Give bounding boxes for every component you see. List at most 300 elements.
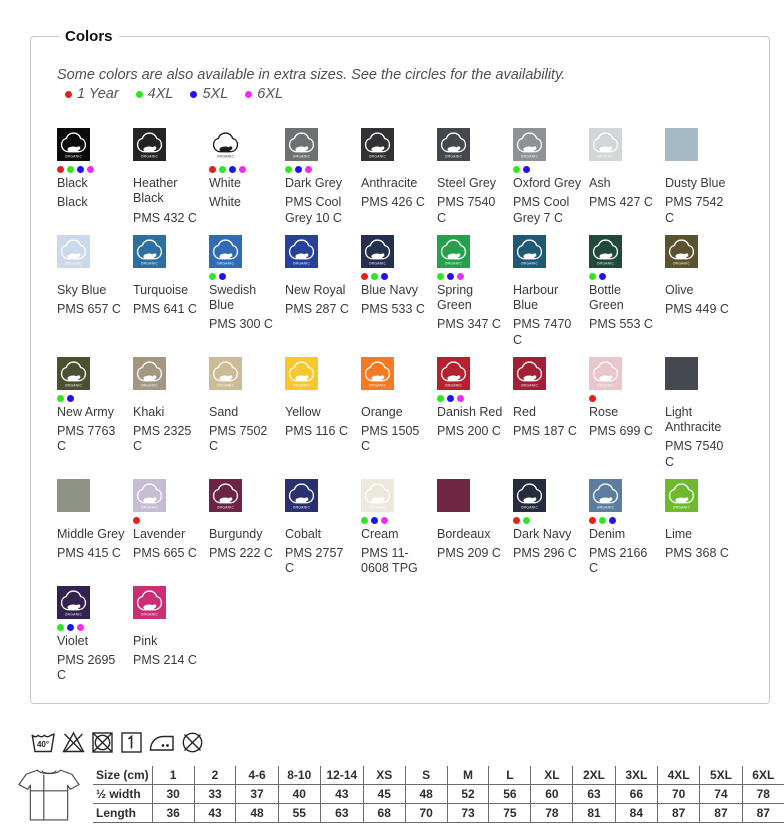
color-name: Cobalt <box>285 526 322 541</box>
legend-item <box>136 86 174 102</box>
size-column-header: XL <box>531 766 573 785</box>
color-pms-code: PMS 657 C <box>57 302 121 316</box>
tshirt-icon <box>6 767 92 823</box>
color-option <box>513 128 583 226</box>
color-pms-code: PMS Cool Grey 10 C <box>285 195 342 225</box>
size-value-cell: 43 <box>194 804 236 823</box>
organic-logo-icon <box>134 236 165 267</box>
availability-dot-icon <box>67 624 74 631</box>
organic-logo-icon <box>590 236 621 267</box>
color-option <box>209 479 279 577</box>
size-value-cell: 74 <box>700 785 742 804</box>
color-name: Dark Grey <box>285 176 342 190</box>
availability-dot-icon <box>437 395 444 402</box>
size-column-header: 2 <box>194 766 236 785</box>
color-option <box>665 235 735 348</box>
availability-dot-icon <box>447 273 454 280</box>
color-pms-code: PMS 7502 C <box>209 424 268 454</box>
svg-text:ORGANIC: ORGANIC <box>520 383 539 388</box>
color-swatch[interactable] <box>665 357 698 390</box>
care-instructions <box>30 730 784 755</box>
size-value-cell: 33 <box>194 785 236 804</box>
extra-size-dots <box>513 272 583 281</box>
color-swatch[interactable] <box>133 128 166 161</box>
color-swatch[interactable] <box>285 128 318 161</box>
color-name: Middle Grey <box>57 526 125 541</box>
legend-label: 4XL <box>147 86 174 102</box>
organic-logo-icon <box>362 358 393 389</box>
color-swatch[interactable] <box>285 235 318 268</box>
size-value-cell: 75 <box>489 804 531 823</box>
color-option <box>285 128 355 226</box>
color-name: Blue Navy <box>361 282 418 297</box>
legend-item <box>190 86 228 102</box>
color-swatch[interactable] <box>361 479 394 512</box>
color-swatch[interactable] <box>133 357 166 390</box>
size-value-cell: 73 <box>447 804 489 823</box>
availability-dot-icon <box>381 517 388 524</box>
availability-dot-icon <box>219 273 226 280</box>
wash-40-icon <box>30 730 57 755</box>
color-option <box>589 479 659 577</box>
organic-logo-icon <box>286 358 317 389</box>
color-pms-code: PMS 2166 C <box>589 546 648 576</box>
color-swatch[interactable] <box>57 586 90 619</box>
organic-logo-icon <box>210 480 241 511</box>
organic-logo-icon <box>58 236 89 267</box>
svg-text:ORGANIC: ORGANIC <box>672 505 691 510</box>
color-swatch[interactable] <box>209 357 242 390</box>
size-table-row <box>93 804 784 823</box>
availability-dot-icon <box>229 166 236 173</box>
color-pms-code: PMS 116 C <box>285 424 348 438</box>
extra-size-dots <box>665 272 735 281</box>
extra-size-dots <box>513 516 583 525</box>
color-swatch[interactable] <box>57 357 90 390</box>
color-name: Ash <box>589 176 611 190</box>
size-value-cell: 52 <box>447 785 489 804</box>
svg-text:ORGANIC: ORGANIC <box>444 261 463 266</box>
color-swatch[interactable] <box>589 235 622 268</box>
color-name: Harbour Blue <box>513 282 559 312</box>
color-pms-code: PMS 300 C <box>209 317 273 332</box>
size-value-cell: 36 <box>152 804 194 823</box>
availability-dot-icon <box>457 395 464 402</box>
svg-text:ORGANIC: ORGANIC <box>140 383 159 388</box>
color-grid <box>57 128 755 683</box>
color-name: Turquoise <box>133 282 189 297</box>
color-swatch[interactable] <box>437 479 470 512</box>
color-swatch[interactable] <box>513 479 546 512</box>
availability-dot-icon <box>245 91 252 98</box>
color-pms-code: PMS 641 C <box>133 302 197 316</box>
color-option <box>437 357 507 470</box>
color-option <box>209 128 279 226</box>
extra-size-dots <box>209 516 279 525</box>
availability-dot-icon <box>67 166 74 173</box>
color-pms-code: PMS 7542 C <box>665 195 724 225</box>
color-option <box>361 479 431 577</box>
organic-logo-icon <box>514 480 545 511</box>
extra-size-dots <box>57 516 127 525</box>
size-table <box>93 766 784 823</box>
availability-dot-icon <box>57 395 64 402</box>
svg-text:ORGANIC: ORGANIC <box>216 154 235 159</box>
color-option <box>285 357 355 470</box>
svg-text:ORGANIC: ORGANIC <box>444 154 463 159</box>
color-pms-code: PMS 2695 C <box>57 652 116 682</box>
color-pms-code: PMS 426 C <box>361 195 425 210</box>
size-table-header-row <box>93 766 784 785</box>
color-name: Light Anthracite <box>665 404 722 434</box>
color-swatch[interactable] <box>133 479 166 512</box>
color-swatch[interactable] <box>437 128 470 161</box>
color-option <box>133 128 203 226</box>
size-value-cell: 78 <box>742 785 784 804</box>
color-option <box>513 479 583 577</box>
color-name: Black <box>57 176 88 190</box>
svg-text:ORGANIC: ORGANIC <box>596 261 615 266</box>
size-value-cell: 48 <box>236 804 278 823</box>
color-name: Orange <box>361 404 403 419</box>
extra-size-dots <box>133 272 203 281</box>
extra-size-dots <box>589 165 659 174</box>
availability-dot-icon <box>295 166 302 173</box>
color-swatch[interactable] <box>209 128 242 161</box>
extra-size-dots <box>57 394 127 403</box>
extra-size-dots <box>57 623 127 632</box>
color-swatch[interactable] <box>513 357 546 390</box>
size-column-header: S <box>405 766 447 785</box>
availability-dot-icon <box>437 273 444 280</box>
color-pms-code: PMS 209 C <box>437 546 501 560</box>
availability-dot-icon <box>361 273 368 280</box>
color-name: Heather Black <box>133 176 178 206</box>
color-swatch[interactable] <box>361 357 394 390</box>
extra-sizes-note: Some colors are also available in extra sizes. See the circles for the availability. <box>57 67 566 83</box>
availability-dot-icon <box>219 166 226 173</box>
colors-fieldset <box>30 28 770 704</box>
color-swatch[interactable] <box>589 128 622 161</box>
size-value-cell: 55 <box>278 804 320 823</box>
availability-dot-icon <box>371 273 378 280</box>
size-column-header: 4-6 <box>236 766 278 785</box>
color-name: Khaki <box>133 404 165 419</box>
color-name: Sky Blue <box>57 282 107 297</box>
color-name: Cream <box>361 526 399 541</box>
svg-text:ORGANIC: ORGANIC <box>520 261 539 266</box>
extra-size-dots <box>665 394 735 403</box>
svg-text:ORGANIC: ORGANIC <box>596 154 615 159</box>
color-pms-code: PMS Cool Grey 7 C <box>513 195 570 225</box>
size-value-cell: 43 <box>320 785 363 804</box>
color-swatch[interactable] <box>209 479 242 512</box>
size-column-header: 2XL <box>573 766 615 785</box>
size-value-cell: 40 <box>278 785 320 804</box>
extra-size-dots <box>209 272 279 281</box>
color-pms-code: PMS 368 C <box>665 546 729 560</box>
legend-item <box>245 86 283 102</box>
color-pms-code: PMS 432 C <box>133 210 197 225</box>
color-option <box>209 235 279 348</box>
svg-text:ORGANIC: ORGANIC <box>140 261 159 266</box>
color-swatch[interactable] <box>513 235 546 268</box>
iron-two-dots-icon <box>148 730 176 755</box>
color-swatch[interactable] <box>57 128 90 161</box>
availability-dot-icon <box>77 166 84 173</box>
extra-size-dots <box>437 272 507 281</box>
color-name: New Army <box>57 404 114 419</box>
organic-logo-icon <box>210 129 241 160</box>
colors-section-title: Colors <box>65 28 113 45</box>
color-swatch[interactable] <box>513 128 546 161</box>
color-name: Bottle Green <box>589 282 624 312</box>
availability-dot-icon <box>77 624 84 631</box>
color-swatch[interactable] <box>133 235 166 268</box>
color-option <box>209 357 279 470</box>
color-swatch[interactable] <box>209 235 242 268</box>
availability-dot-icon <box>599 517 606 524</box>
extra-size-dots <box>285 272 355 281</box>
extra-size-dots <box>513 394 583 403</box>
color-pms-code: PMS 449 C <box>665 302 729 316</box>
color-swatch[interactable] <box>665 128 698 161</box>
size-value-cell: 70 <box>405 804 447 823</box>
availability-dot-icon <box>589 517 596 524</box>
color-name: Lime <box>665 526 693 541</box>
organic-logo-icon <box>514 358 545 389</box>
color-pms-code: White <box>209 195 241 210</box>
color-option <box>133 235 203 348</box>
organic-logo-icon <box>438 129 469 160</box>
color-swatch[interactable] <box>437 357 470 390</box>
availability-dot-icon <box>447 395 454 402</box>
size-column-header: 8-10 <box>278 766 320 785</box>
color-pms-code: PMS 7540 C <box>665 439 724 469</box>
availability-dot-icon <box>361 517 368 524</box>
color-option <box>665 128 735 226</box>
organic-logo-icon <box>514 236 545 267</box>
color-pms-code: PMS 296 C <box>513 546 577 560</box>
organic-logo-icon <box>210 358 241 389</box>
svg-text:ORGANIC: ORGANIC <box>64 612 83 617</box>
size-value-cell: 63 <box>573 785 615 804</box>
organic-logo-icon <box>590 129 621 160</box>
availability-dot-icon <box>305 166 312 173</box>
size-value-cell: 87 <box>700 804 742 823</box>
extra-size-dots <box>665 165 735 174</box>
extra-size-dots <box>361 272 431 281</box>
organic-logo-icon <box>134 129 165 160</box>
color-option <box>57 479 127 577</box>
availability-dot-icon <box>371 517 378 524</box>
size-chart <box>0 766 784 828</box>
legend-label: 1 Year <box>77 86 119 102</box>
color-option <box>589 357 659 470</box>
organic-logo-icon <box>438 236 469 267</box>
color-option <box>437 235 507 348</box>
organic-logo-icon <box>514 129 545 160</box>
color-option <box>285 479 355 577</box>
color-swatch[interactable] <box>437 235 470 268</box>
color-option <box>57 357 127 470</box>
extra-size-dots <box>133 623 203 632</box>
availability-dot-icon <box>599 273 606 280</box>
color-option <box>589 128 659 226</box>
organic-logo-icon <box>666 236 697 267</box>
color-option <box>133 586 203 684</box>
color-name: Spring Green <box>437 282 474 312</box>
svg-text:ORGANIC: ORGANIC <box>216 505 235 510</box>
size-column-header: 1 <box>152 766 194 785</box>
svg-text:40°: 40° <box>36 740 50 750</box>
color-name: Danish Red <box>437 404 503 419</box>
size-column-header: L <box>489 766 531 785</box>
color-option <box>589 235 659 348</box>
availability-dot-icon <box>136 91 143 98</box>
organic-logo-icon <box>134 480 165 511</box>
color-pms-code: PMS 533 C <box>361 302 425 316</box>
size-value-cell: 87 <box>742 804 784 823</box>
legend-label: 6XL <box>257 86 284 102</box>
size-table-row <box>93 785 784 804</box>
size-value-cell: 87 <box>657 804 699 823</box>
color-swatch[interactable] <box>57 235 90 268</box>
extra-size-dots <box>589 272 659 281</box>
color-name: Pink <box>133 633 158 648</box>
do-not-bleach-icon <box>61 730 86 755</box>
color-name: Red <box>513 404 536 419</box>
color-swatch[interactable] <box>361 128 394 161</box>
color-pms-code: PMS 287 C <box>285 302 349 316</box>
size-column-header: XS <box>363 766 405 785</box>
svg-text:ORGANIC: ORGANIC <box>444 383 463 388</box>
color-name: Bordeaux <box>437 526 491 541</box>
extra-size-dots <box>285 165 355 174</box>
color-name: Violet <box>57 633 89 648</box>
availability-dot-icon <box>513 517 520 524</box>
extra-size-dots <box>437 165 507 174</box>
availability-dot-icon <box>285 166 292 173</box>
organic-logo-icon <box>362 480 393 511</box>
color-swatch[interactable] <box>133 586 166 619</box>
color-option <box>513 357 583 470</box>
drip-dry-icon <box>119 730 144 755</box>
color-name: Burgundy <box>209 526 263 541</box>
extra-size-dots <box>57 165 127 174</box>
size-value-cell: 63 <box>320 804 363 823</box>
size-table-row-label: Size (cm) <box>96 768 149 783</box>
color-pms-code: PMS 214 C <box>133 652 197 667</box>
color-pms-code: PMS 7470 C <box>513 317 572 347</box>
svg-text:ORGANIC: ORGANIC <box>64 154 83 159</box>
color-pms-code: PMS 187 C <box>513 424 577 438</box>
size-value-cell: 48 <box>405 785 447 804</box>
color-option <box>57 586 127 684</box>
extra-size-dots <box>133 394 203 403</box>
svg-text:ORGANIC: ORGANIC <box>292 261 311 266</box>
color-option <box>133 357 203 470</box>
color-swatch[interactable] <box>665 235 698 268</box>
color-pms-code: PMS 2325 C <box>133 424 192 454</box>
organic-logo-icon <box>438 358 469 389</box>
svg-text:ORGANIC: ORGANIC <box>368 261 387 266</box>
availability-dot-icon <box>209 166 216 173</box>
color-swatch[interactable] <box>589 479 622 512</box>
color-pms-code: PMS 7540 C <box>437 195 496 225</box>
organic-logo-icon <box>210 236 241 267</box>
extra-size-dots <box>285 516 355 525</box>
size-value-cell: 70 <box>657 785 699 804</box>
organic-logo-icon <box>286 129 317 160</box>
size-value-cell: 60 <box>531 785 573 804</box>
svg-text:ORGANIC: ORGANIC <box>292 383 311 388</box>
organic-logo-icon <box>590 480 621 511</box>
svg-text:ORGANIC: ORGANIC <box>368 505 387 510</box>
availability-dot-icon <box>65 91 72 98</box>
color-swatch[interactable] <box>285 357 318 390</box>
color-pms-code: PMS 222 C <box>209 546 273 560</box>
color-pms-code: PMS 11-0608 TPG <box>361 546 418 576</box>
color-swatch[interactable] <box>665 479 698 512</box>
color-name: Oxford Grey <box>513 176 582 190</box>
availability-dot-icon <box>57 166 64 173</box>
availability-dot-icon <box>457 273 464 280</box>
svg-text:ORGANIC: ORGANIC <box>140 612 159 617</box>
color-name: Sand <box>209 404 239 419</box>
size-column-header: 6XL <box>742 766 784 785</box>
organic-logo-icon <box>286 236 317 267</box>
color-pms-code: PMS 553 C <box>589 317 653 332</box>
organic-logo-icon <box>134 358 165 389</box>
svg-text:ORGANIC: ORGANIC <box>292 505 311 510</box>
color-swatch[interactable] <box>57 479 90 512</box>
color-option <box>437 479 507 577</box>
color-pms-code: PMS 347 C <box>437 317 501 332</box>
svg-text:ORGANIC: ORGANIC <box>140 505 159 510</box>
svg-text:ORGANIC: ORGANIC <box>368 154 387 159</box>
organic-logo-icon <box>286 480 317 511</box>
tshirt-diagram <box>0 767 93 828</box>
size-value-cell: 68 <box>363 804 405 823</box>
color-option <box>285 235 355 348</box>
organic-logo-icon <box>362 236 393 267</box>
size-value-cell: 84 <box>615 804 657 823</box>
size-value-cell: 56 <box>489 785 531 804</box>
color-swatch[interactable] <box>589 357 622 390</box>
svg-text:ORGANIC: ORGANIC <box>672 261 691 266</box>
color-swatch[interactable] <box>361 235 394 268</box>
svg-text:ORGANIC: ORGANIC <box>596 505 615 510</box>
extra-size-dots <box>57 272 127 281</box>
size-column-header: M <box>447 766 489 785</box>
svg-text:ORGANIC: ORGANIC <box>64 383 83 388</box>
color-option <box>57 235 127 348</box>
color-swatch[interactable] <box>285 479 318 512</box>
availability-dot-icon <box>190 91 197 98</box>
extra-size-dots <box>589 394 659 403</box>
extra-size-dots <box>209 165 279 174</box>
color-option <box>513 235 583 348</box>
color-pms-code: Black <box>57 195 88 210</box>
size-value-cell: 66 <box>615 785 657 804</box>
color-pms-code: PMS 7763 C <box>57 424 116 454</box>
organic-logo-icon <box>666 480 697 511</box>
color-pms-code: PMS 665 C <box>133 546 197 560</box>
extra-size-dots <box>437 394 507 403</box>
color-name: Lavender <box>133 526 186 541</box>
color-pms-code: PMS 699 C <box>589 424 653 438</box>
